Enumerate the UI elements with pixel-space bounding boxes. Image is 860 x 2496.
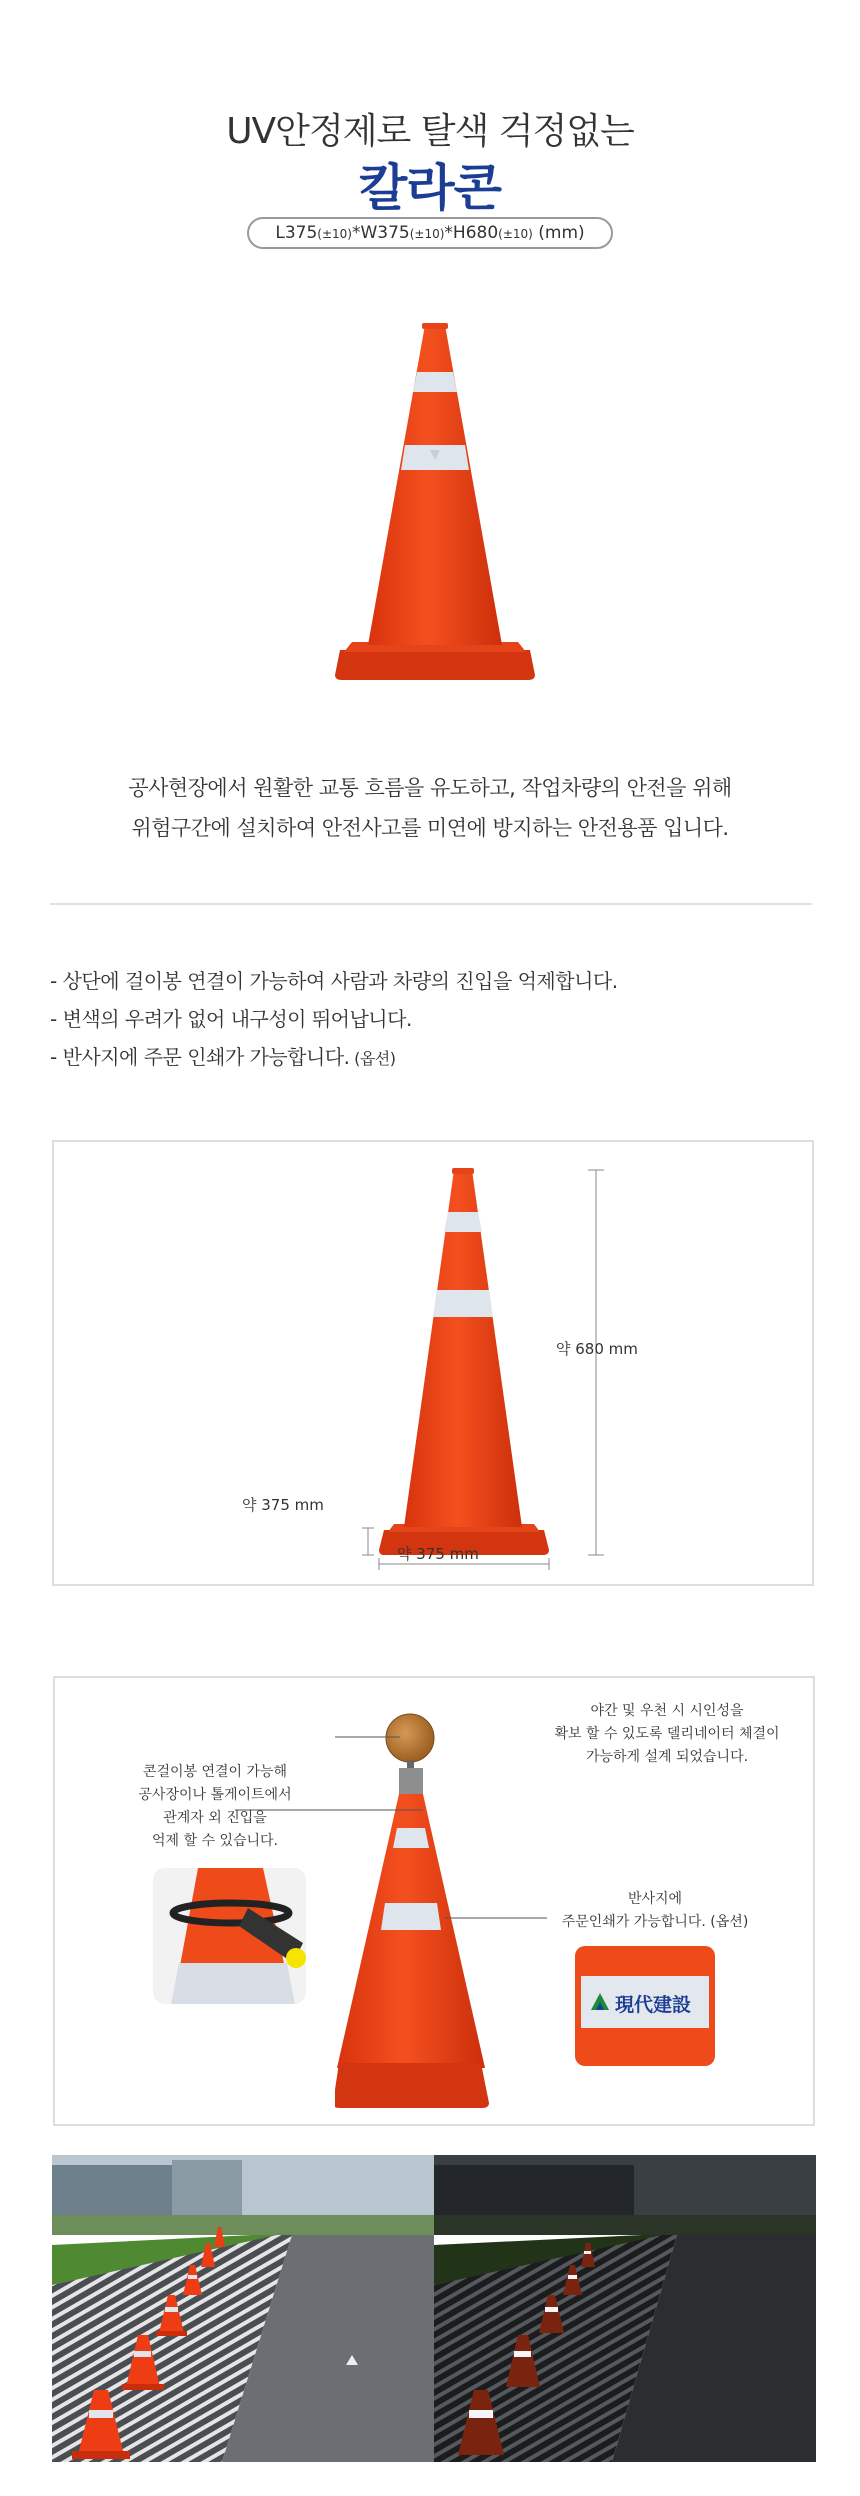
- callout-text: 공사장이나 톨게이트에서: [138, 1787, 292, 1803]
- intro-line: 위험구간에 설치하여 안전사고를 미연에 방지하는 안전용품 입니다.: [131, 816, 729, 840]
- delineator-callout: [517, 1700, 817, 1769]
- feature-item-option: (옵션): [349, 1049, 396, 1068]
- installation-photos: [52, 2155, 816, 2462]
- spec-length: L375: [275, 223, 318, 243]
- intro-line: 공사현장에서 원활한 교통 흐름을 유도하고, 작업차량의 안전을 위해: [128, 776, 732, 800]
- hero-cone-image: [330, 320, 540, 690]
- feature-item: [50, 1038, 810, 1078]
- callout-text: 야간 및 우천 시 시인성을: [590, 1703, 744, 1719]
- spec-height-tolerance: (±10): [498, 227, 533, 241]
- callout-text: 억제 할 수 있습니다.: [152, 1833, 278, 1849]
- height-dimension-label: 약 680 mm: [556, 1340, 638, 1358]
- callout-text: 주문인쇄가 가능합니다. (옵션): [561, 1914, 749, 1930]
- callout-text: 반사지에: [627, 1891, 683, 1907]
- dimension-diagram: [354, 1162, 614, 1582]
- dimensions-panel: [52, 1140, 814, 1586]
- feature-list: [50, 962, 810, 1078]
- bar-connection-callout: [115, 1761, 315, 1853]
- page-title-product: 칼라콘: [359, 159, 501, 217]
- callout-text: 관계자 외 진입을: [163, 1810, 267, 1826]
- custom-print-sample-image: [575, 1946, 715, 2066]
- feature-item-text: - 반사지에 주문 인쇄가 가능합니다.: [50, 1045, 350, 1069]
- spec-length-tolerance: (±10): [317, 227, 352, 241]
- print-sample-text: 現代建設: [615, 1994, 692, 2016]
- product-intro: [0, 768, 860, 848]
- callout-text: 콘걸이봉 연결이 가능해: [142, 1764, 288, 1780]
- spec-badge: [247, 217, 613, 249]
- section-divider: [50, 903, 812, 905]
- feature-item: - 상단에 걸이봉 연결이 가능하여 사람과 차량의 진입을 억제합니다.: [50, 969, 618, 993]
- spec-unit: (mm): [532, 223, 585, 243]
- base-width-dimension-label: 약 375 mm: [397, 1545, 479, 1563]
- company-logo-icon: [589, 1990, 611, 2012]
- base-side-dimension-label: 약 375 mm: [242, 1496, 324, 1514]
- custom-print-callout: [535, 1888, 775, 1934]
- spec-width: *W375: [351, 223, 410, 243]
- callout-text: 확보 할 수 있도록 델리네이터 체결이: [554, 1726, 780, 1742]
- features-callout-panel: [53, 1676, 815, 2126]
- feature-item: - 변색의 우려가 없어 내구성이 뛰어납니다.: [50, 1007, 412, 1031]
- spec-height: *H680: [444, 223, 499, 243]
- cone-bar-closeup-image: [153, 1868, 306, 2004]
- spec-width-tolerance: (±10): [409, 227, 445, 241]
- callout-text: 가능하게 설계 되었습니다.: [585, 1749, 749, 1765]
- page-title-line1: UV안정제로 탈색 걱정없는: [226, 111, 634, 152]
